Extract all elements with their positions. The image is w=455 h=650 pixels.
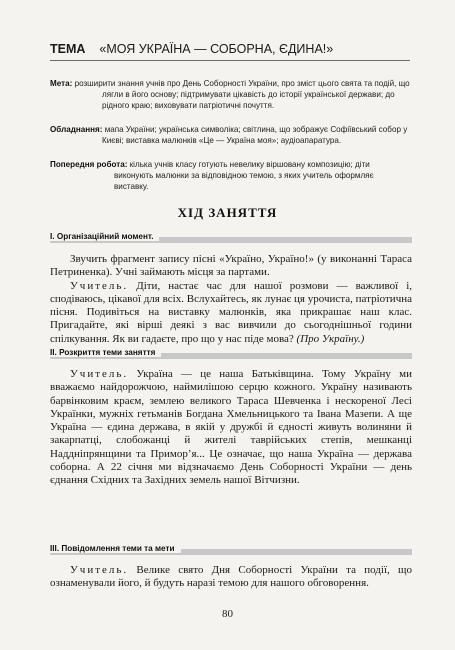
prep-text: кілька учнів класу готують невелику віршовану композицію; діти виконують малюнки за відповідною темою, з яких учитель оформляє виставку. [114,160,374,191]
section-body [50,253,412,346]
paragraph [50,253,412,280]
speaker-label: Учитель. [70,564,129,576]
paragraph-text: Україна — це наша Батьківщина. Тому Україну ми вважаємо найдорожчою, наймилішою серцю кожного. Україну називають барвінковим краєм, землею великого Тараса Шевченка і нескореної Лесі Українки, мужніх гетьманів Богдана Хмельницького та Івана Мазепи. А ще Україна — єдина держава, в якій у дружбі й єдності живуть волиняни й закарпатці, слобожанці й жителі таврійських степів, мешканці Наддніпрянщини та Примор’я... Це означає, що наша Україна — держава соборна. А 22 січня ми відзначаємо День Соборності України — день єднання Східних та Західних земель нашої Вітчизни. [50,368,412,487]
topic-title: «МОЯ УКРАЇНА — СОБОРНА, ЄДИНА!» [99,42,334,56]
goal-label: Мета: [50,79,73,88]
section-body [50,368,412,488]
paragraph [50,564,412,591]
section-heading-text: III. Повідомлення теми та мети [50,544,181,553]
section-heading-text: II. Розкриття теми заняття [50,348,161,357]
equipment-block [50,125,410,147]
speaker-label: Учитель. [70,368,129,380]
paragraph-text: Діти, настає час для нашої розмови — важливої і, сподіваюсь, цікавої для всіх. Вслухайтесь, як лунає ця урочиста, патріотична пісня. Подивіться на виставку малюнків, яка прикрашає наш клас. Пригадайте, які вірші деякі з вас вивчили до сьогоднішньої години спілкування. Як ви гадаєте, про що у нас піде мова? [50,279,412,345]
paragraph [50,280,412,346]
section-heading [50,348,412,357]
topic-keyword: ТЕМА [50,42,86,56]
paragraph [50,368,412,488]
prep-label: Попередня робота: [50,160,128,169]
topic-line [50,42,430,56]
equipment-text: мапа України; українська символіка; світлина, що зображує Софіївський собор у Києві; виставка малюнків «Це — Україна моя»; аудіоапаратура. [102,125,408,145]
paragraph-text: Звучить фрагмент запису пісні «Україно, Україно!» (у виконанні Тараса Петриненка). Учні займають місця за партами. [50,253,412,279]
goal-block [50,79,410,111]
prep-block [50,160,410,192]
paragraph-text: Велике свято Дня Соборності України та події, що ознаменували його, й будуть наразі темою для нашого обговорення. [50,564,412,590]
lesson-heading: ХІД ЗАНЯТТЯ [177,205,278,220]
answer-text: (Про Україну.) [296,332,365,345]
section-heading-text: I. Організаційний момент. [50,232,159,241]
goal-text: розширити знання учнів про День Соборності України, про зміст цього свята та подій, що лягли в його основу; підтримувати цікавість до історії української держави; до рідного краю; виховувати патріотичні почуття. [74,79,410,110]
section-body [50,564,412,591]
equipment-label: Обладнання: [50,125,103,134]
section-heading [50,544,412,553]
page-number: 80 [222,608,233,620]
section-heading [50,232,412,241]
topic-divider [50,60,410,61]
speaker-label: Учитель. [70,279,129,292]
